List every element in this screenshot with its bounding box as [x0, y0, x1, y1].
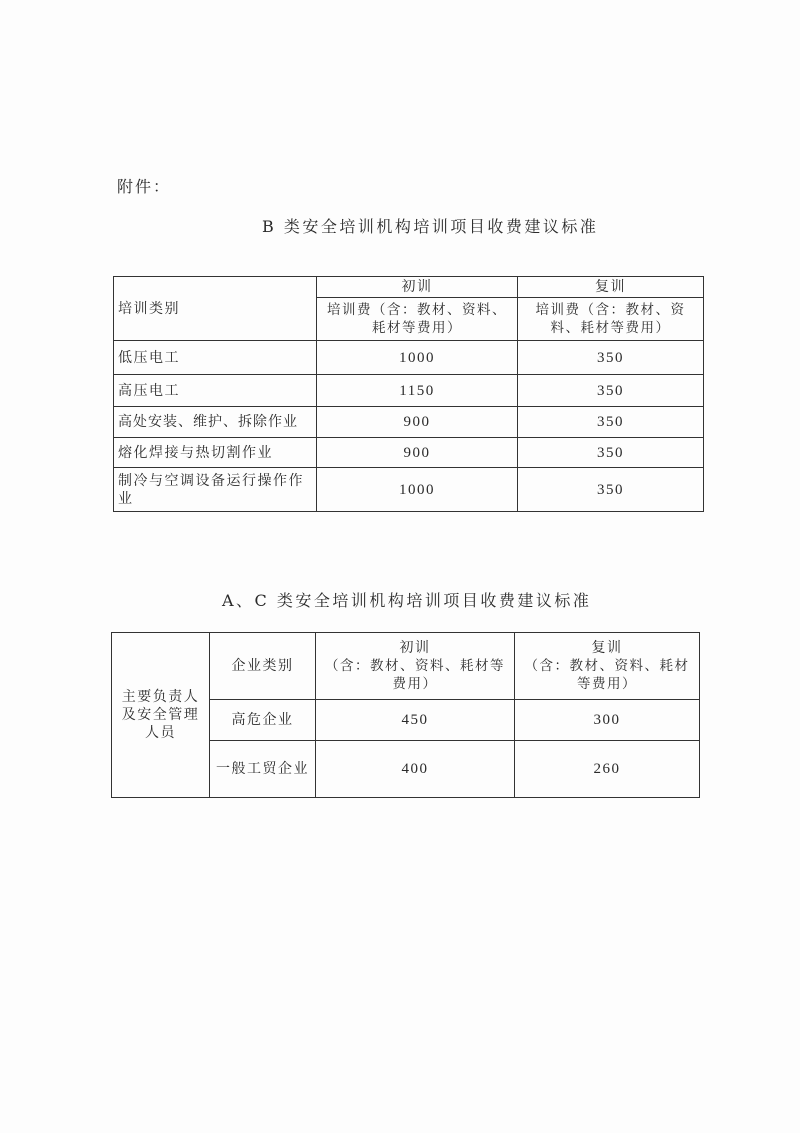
header-initial-note: 培训费（含：教材、资料、耗材等费用） [317, 298, 518, 341]
header-refresher-note: （含：教材、资料、耗材等费用） [524, 658, 690, 692]
table-b-title: B 类安全培训机构培训项目收费建议标准 [262, 217, 599, 236]
header-initial: 初训 [317, 277, 518, 298]
table-ac-title: A、C 类安全培训机构培训项目收费建议标准 [222, 591, 592, 610]
initial-fee-cell: 450 [316, 700, 515, 741]
refresher-fee-cell: 350 [518, 468, 704, 512]
table-ac-fee-standard [111, 632, 700, 798]
refresher-fee-cell: 350 [518, 438, 704, 468]
table-row-header-top [114, 277, 704, 298]
category-cell: 低压电工 [114, 341, 317, 375]
initial-fee-cell: 1150 [317, 375, 518, 407]
header-initial-cell [316, 633, 515, 700]
table-b-fee-standard [113, 276, 704, 512]
header-refresher: 复训 [591, 640, 623, 656]
refresher-fee-cell: 350 [518, 407, 704, 438]
initial-fee-cell: 900 [317, 407, 518, 438]
header-initial-note: （含：教材、资料、耗材等费用） [325, 658, 505, 692]
category-cell: 熔化焊接与热切割作业 [114, 438, 317, 468]
header-refresher-note: 培训费（含：教材、资料、耗材等费用） [518, 298, 704, 341]
header-initial: 初训 [399, 640, 431, 656]
refresher-fee-cell: 300 [515, 700, 700, 741]
table-row [114, 407, 704, 438]
table-row-header [112, 633, 700, 700]
enterprise-cell: 一般工贸企业 [210, 741, 316, 798]
table-row [114, 438, 704, 468]
table-row [114, 468, 704, 512]
refresher-fee-cell: 350 [518, 341, 704, 375]
initial-fee-cell: 1000 [317, 468, 518, 512]
initial-fee-cell: 1000 [317, 341, 518, 375]
attachment-label: 附件： [117, 177, 172, 196]
enterprise-cell: 高危企业 [210, 700, 316, 741]
header-refresher-cell [515, 633, 700, 700]
refresher-fee-cell: 260 [515, 741, 700, 798]
header-enterprise: 企业类别 [210, 633, 316, 700]
header-category: 培训类别 [118, 300, 180, 317]
header-category-cell [114, 277, 317, 341]
initial-fee-cell: 900 [317, 438, 518, 468]
group-label-cell: 主要负责人及安全管理人员 [112, 633, 210, 798]
initial-fee-cell: 400 [316, 741, 515, 798]
table-row [114, 375, 704, 407]
category-cell: 高处安装、维护、拆除作业 [114, 407, 317, 438]
header-refresher: 复训 [518, 277, 704, 298]
category-cell: 制冷与空调设备运行操作作业 [114, 468, 317, 512]
category-cell: 高压电工 [114, 375, 317, 407]
table-row [114, 341, 704, 375]
refresher-fee-cell: 350 [518, 375, 704, 407]
